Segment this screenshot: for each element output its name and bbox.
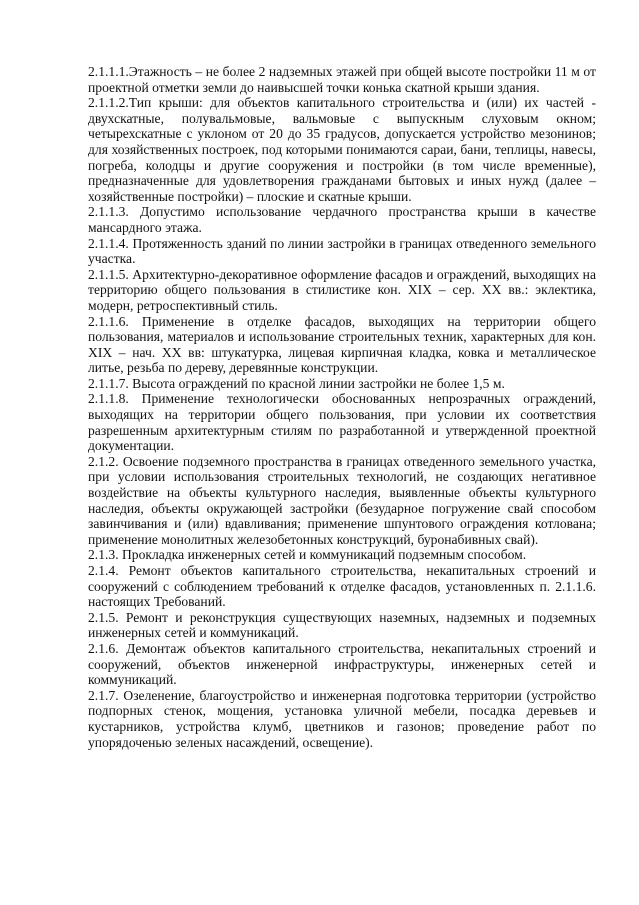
paragraph-2-1-7: 2.1.7. Озеленение, благоустройство и инженерная подготовка территории (устройство подпорных стенок, мощения, установка уличной мебели, посадка деревьев и кустарников, устройства клумб, цветников и газонов; проведение работ по упорядоченью зеленых насаждений, освещение).	[88, 687, 596, 750]
paragraph-2-1-3: 2.1.3. Прокладка инженерных сетей и коммуникаций подземным способом.	[88, 547, 527, 563]
paragraph-2-1-1-3: 2.1.1.3. Допустимо использование чердачного пространства крыши в качестве мансардного этажа.	[88, 204, 596, 235]
paragraph-2-1-1-5: 2.1.1.5. Архитектурно-декоративное оформление фасадов и ограждений, выходящих на территорию общего пользования в стилистике кон. XIX – сер. XX вв.: эклектика, модерн, ретроспективный стиль.	[88, 266, 596, 313]
paragraph-2-1-1-4: 2.1.1.4. Протяженность зданий по линии застройки в границах отведенного земельного участка.	[88, 235, 596, 267]
document-page	[88, 64, 596, 750]
paragraph-2-1-4: 2.1.4. Ремонт объектов капитального строительства, некапитальных строений и сооружений с соблюдением требований к отделке фасадов, установленных п. 2.1.1.6. настоящих Требований.	[88, 563, 596, 610]
paragraph-2-1-2: 2.1.2. Освоение подземного пространства в границах отведенного земельного участка, при условии использования строительных технологий, не создающих негативное воздействие на объекты культурного наследия, выявленные объекты культурного наследия, объекты окружающей застройки (безударное погружение свай способом завинчивания и (или) вдавливания; применение шпунтового ограждения котлована; применение монолитных железобетонных конструкций, буронабивных свай).	[88, 453, 596, 547]
paragraph-2-1-1-1: 2.1.1.1.Этажность – не более 2 надземных этажей при общей высоте постройки 11 м от проектной отметки земли до наивысшей точки конька скатной крыши здания.	[88, 64, 596, 95]
paragraph-2-1-6: 2.1.6. Демонтаж объектов капитального строительства, некапитальных строений и сооружений, объектов инженерной инфраструктуры, инженерных сетей и коммуникаций.	[88, 640, 596, 688]
paragraph-2-1-1-7: 2.1.1.7. Высота ограждений по красной линии застройки не более 1,5 м.	[88, 375, 505, 391]
paragraph-2-1-1-6: 2.1.1.6. Применение в отделке фасадов, выходящих на территории общего пользования, материалов и использование строительных техник, характерных для кон. XIX – нач. XX вв: штукатурка, лицевая кирпичная кладка, ковка и металлическое литье, резьба по дереву, деревянные конструкции.	[88, 313, 596, 376]
paragraph-2-1-1-8: 2.1.1.8. Применение технологически обоснованных непрозрачных ограждений, выходящих на территории общего пользования, при условии их соответствия разрешенным архитектурным стилям по разработанной и утвержденной проектной документации.	[88, 391, 596, 454]
paragraph-2-1-5: 2.1.5. Ремонт и реконструкция существующих наземных, надземных и подземных инженерных сетей и коммуникаций.	[88, 609, 596, 641]
paragraph-2-1-1-2: 2.1.1.2.Тип крыши: для объектов капитального строительства и (или) их частей - двухскатные, полувальмовые, вальмовые с выпускным слуховым окном; четырехскатные с уклоном от 20 до 35 градусов, допускается устройство мезонинов; для хозяйственных построек, под которыми понимаются сараи, бани, теплицы, навесы, погреба, колодцы и другие сооружения и постройки (в том числе временные), предназначенные для удовлетворения гражданами бытовых и иных нужд (далее – хозяйственные постройки) – плоские и скатные крыши.	[88, 95, 596, 204]
